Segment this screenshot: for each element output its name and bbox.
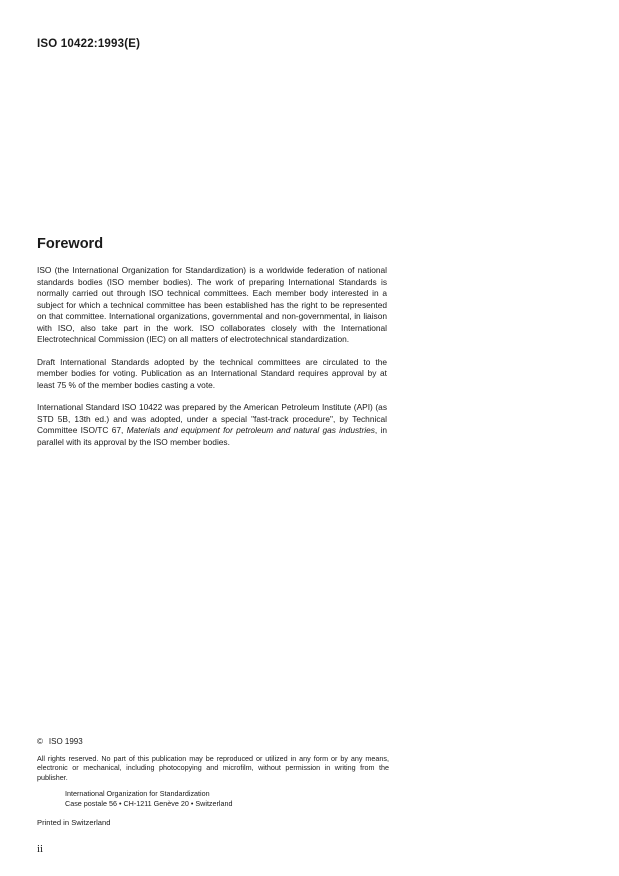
printed-location: Printed in Switzerland xyxy=(37,818,111,827)
copyright-text: ISO 1993 xyxy=(48,737,83,746)
document-id: ISO 10422:1993(E) xyxy=(37,38,141,50)
foreword-paragraph-3 xyxy=(37,402,387,448)
foreword-paragraph-1: ISO (the International Organization for Standardization) is a worldwide federation of national standards bodies (ISO member bodies). The work of preparing International Standards is normally carried out through ISO technical committees. Each member body interested in a subject for which a technical committee has been established has the right to be represented on that committee. International organizations, governmental and non-governmental, in liaison with ISO, also take part in the work. ISO collaborates closely with the International Electrotechnical Commission (IEC) on all matters of electrotechnical standardization. xyxy=(37,265,387,344)
copyright-block xyxy=(37,737,389,828)
committee-title: Materials and equipment for petroleum and natural gas industries xyxy=(126,425,375,435)
address-line-2: Case postale 56 • CH-1211 Genève 20 • Switzerland xyxy=(65,799,233,808)
paragraph-3-start: International Standard ISO 10422 was prepared by the American Petroleum Institute (API) (as STD 5B, 13th ed.) and was adopted, under a special "fast-track procedure", by Technical Committee ISO/TC 67, xyxy=(37,402,387,435)
publisher-address xyxy=(65,789,389,809)
foreword-body xyxy=(37,265,387,459)
page-number: ii xyxy=(37,843,44,855)
copyright-icon: © xyxy=(37,737,43,746)
paragraph-3-end: , in parallel with its approval by the ISO member bodies. xyxy=(37,425,387,447)
rights-notice: All rights reserved. No part of this publication may be reproduced or utilized in any form or by any means, electronic or mechanical, including photocopying and microfilm, without permission in writing from the publisher. xyxy=(37,753,389,782)
copyright-line xyxy=(37,737,389,747)
foreword-title: Foreword xyxy=(37,236,104,252)
foreword-paragraph-2: Draft International Standards adopted by the technical committees are circulated to the member bodies for voting. Publication as an International Standard requires approval by at least 75 % of the member bodies casting a vote. xyxy=(37,356,387,390)
address-line-1: International Organization for Standardization xyxy=(65,789,210,798)
